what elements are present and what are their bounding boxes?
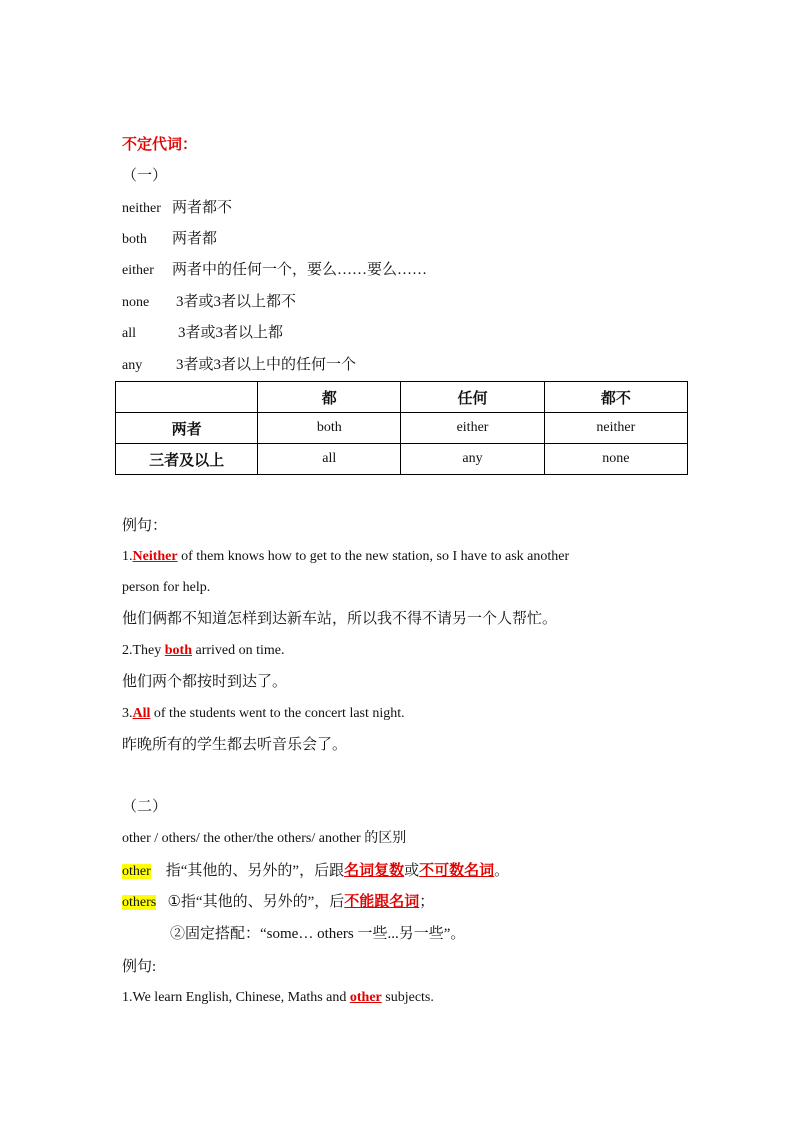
table-header-cell: 都 (258, 382, 401, 413)
term-other: other (122, 864, 151, 879)
usage-text: 指“其他的、另外的”，后跟 (150, 863, 345, 879)
table-row-label: 两者 (116, 413, 258, 444)
vocab-meaning: 3者或3者以上中的任何一个 (176, 357, 357, 373)
key-word: Neither (132, 549, 178, 564)
key-phrase: 名词复数 (344, 863, 405, 879)
vocab-item (122, 198, 232, 219)
usage-others (122, 892, 434, 913)
usage-text: ； (419, 894, 435, 910)
example-text: subjects. (381, 990, 434, 1005)
table-header-cell: 都不 (544, 382, 687, 413)
vocab-meaning: 两者都不 (172, 200, 233, 216)
vocab-word: neither (122, 201, 161, 216)
pronoun-table (115, 381, 688, 475)
vocab-word: all (122, 326, 136, 341)
examples-label: 例句: (122, 959, 157, 975)
usage-other (122, 861, 509, 882)
vocab-item (122, 323, 283, 344)
vocab-item (122, 260, 427, 281)
vocab-meaning: 两者都 (172, 231, 218, 247)
section-1-label: （一） (122, 168, 168, 184)
example-translation: 他们两个都按时到达了。 (122, 674, 288, 690)
key-word: All (132, 706, 151, 721)
example-number: 1. (122, 549, 133, 564)
example-text: 1.We learn English, Chinese, Maths and (122, 990, 350, 1005)
table-cell: neither (544, 413, 687, 444)
example-text: of them knows how to get to the new station, so I have to ask another (177, 549, 570, 564)
table-row (116, 444, 688, 475)
vocab-item (122, 229, 217, 250)
table-row-label: 三者及以上 (116, 444, 258, 475)
example-translation: 他们俩都不知道怎样到达新车站，所以我不得不请另一个人帮忙。 (122, 611, 558, 627)
table-cell: either (401, 413, 544, 444)
term-others: others (122, 895, 157, 910)
table-row (116, 413, 688, 444)
table-header-cell: 任何 (401, 382, 544, 413)
vocab-item (122, 292, 296, 313)
vocab-meaning: 3者或3者以上都 (178, 325, 284, 341)
key-phrase: 不能跟名词 (344, 894, 420, 910)
table-cell: both (258, 413, 401, 444)
vocab-word: either (122, 263, 154, 278)
example-text: arrived on time. (192, 643, 285, 658)
example-number: 3. (122, 706, 133, 721)
example-sentence (122, 704, 405, 724)
usage-text: ①指“其他的、另外的”，后 (156, 894, 345, 910)
key-phrase: 不可数名词 (419, 863, 495, 879)
vocab-word: none (122, 295, 150, 310)
example-sentence-cont: person for help. (122, 580, 211, 595)
usage-text: 或 (404, 863, 420, 879)
vocab-word: any (122, 358, 143, 373)
example-sentence (122, 547, 569, 567)
vocab-word: both (122, 232, 147, 247)
example-text: of the students went to the concert last night. (150, 706, 405, 721)
section-2-intro: other / others/ the other/the others/ another 的区别 (122, 831, 407, 846)
usage-others-2: ②固定搭配：“some… others 一些...另一些”。 (170, 926, 466, 942)
examples-label: 例句： (122, 518, 168, 534)
usage-text: 。 (494, 863, 510, 879)
heading: 不定代词： (122, 137, 198, 153)
table-cell: none (544, 444, 687, 475)
section-2-label: （二） (122, 799, 168, 815)
vocab-meaning: 3者或3者以上都不 (176, 294, 297, 310)
example-sentence (122, 641, 285, 661)
example-sentence (122, 988, 434, 1008)
table-header-row (116, 382, 688, 413)
vocab-meaning: 两者中的任何一个，要么……要么…… (172, 262, 428, 278)
example-translation: 昨晚所有的学生都去听音乐会了。 (122, 737, 348, 753)
key-word: other (349, 990, 382, 1005)
vocab-item (122, 355, 356, 376)
table-header-cell (116, 382, 258, 413)
table-cell: all (258, 444, 401, 475)
table-cell: any (401, 444, 544, 475)
key-word: both (164, 643, 192, 658)
example-prefix: 2.They (122, 643, 165, 658)
